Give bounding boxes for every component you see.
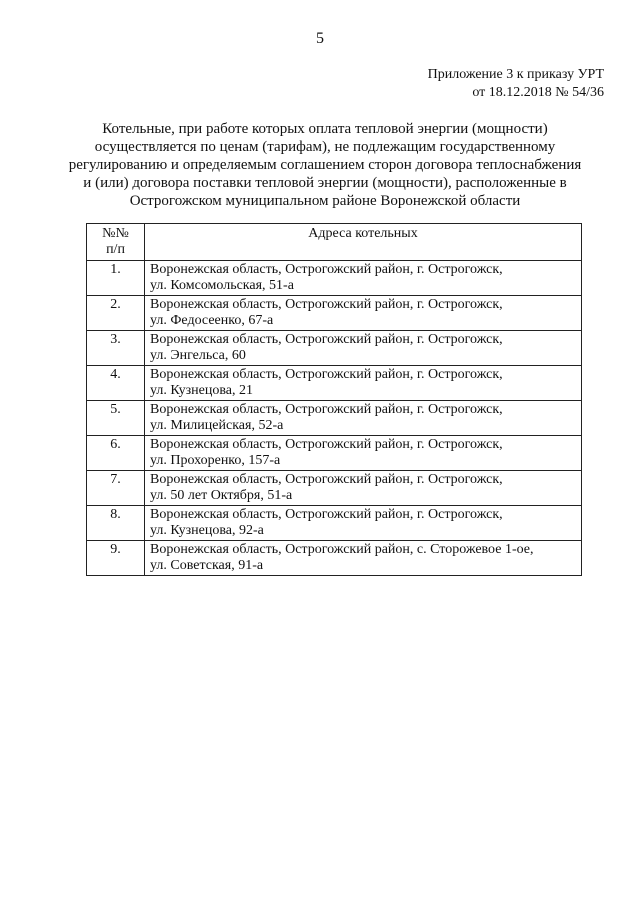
row-number: 3. [87,331,145,366]
address-line-street: ул. Прохоренко, 157-а [150,453,281,468]
row-address [145,261,582,296]
address-line-region: Воронежская область, Острогожский район, г. Острогожск, [150,332,503,347]
row-number: 8. [87,506,145,541]
table-header [87,224,582,261]
table-body [87,261,582,576]
address-line-region: Воронежская область, Острогожский район, с. Сторожевое 1-ое, [150,542,534,557]
row-address [145,471,582,506]
address-line-street: ул. Энгельса, 60 [150,348,246,363]
title-line: осуществляется по ценам (тарифам), не подлежащим государственному [94,139,556,155]
address-line-region: Воронежская область, Острогожский район, г. Острогожск, [150,437,503,452]
table-row [87,401,582,436]
address-line-region: Воронежская область, Острогожский район, г. Острогожск, [150,472,503,487]
address-line-region: Воронежская область, Острогожский район, г. Острогожск, [150,262,503,277]
column-header-number [87,224,145,261]
address-line-street: ул. 50 лет Октября, 51-а [150,488,293,503]
address-line-region: Воронежская область, Острогожский район, г. Острогожск, [150,297,503,312]
row-address [145,366,582,401]
address-line-region: Воронежская область, Острогожский район, г. Острогожск, [150,402,503,417]
title-line: Острогожском муниципальном районе Воронежской области [129,193,521,209]
table-header-row [87,224,582,261]
table-row [87,506,582,541]
table-row [87,471,582,506]
row-address [145,331,582,366]
column-header-number-line2: п/п [106,242,125,257]
address-line-street: ул. Кузнецова, 21 [150,383,254,398]
row-number: 7. [87,471,145,506]
row-address [145,401,582,436]
appendix-reference [428,66,604,102]
address-line-street: ул. Кузнецова, 92-а [150,523,264,538]
address-line-street: ул. Федосеенко, 67-а [150,313,274,328]
page-number: 5 [316,30,324,47]
row-number: 5. [87,401,145,436]
row-address [145,506,582,541]
title-line: и (или) договора поставки тепловой энергии (мощности), расположенные в [83,175,567,191]
address-line-region: Воронежская область, Острогожский район, г. Острогожск, [150,367,503,382]
boiler-address-table [86,223,582,576]
row-number: 4. [87,366,145,401]
appendix-date-number: от 18.12.2018 № 54/36 [472,85,604,100]
row-number: 2. [87,296,145,331]
table-row [87,296,582,331]
address-line-street: ул. Комсомольская, 51-а [150,278,294,293]
address-line-street: ул. Милицейская, 52-а [150,418,284,433]
address-line-region: Воронежская область, Острогожский район, г. Острогожск, [150,507,503,522]
row-number: 6. [87,436,145,471]
table-row [87,541,582,576]
column-header-address: Адреса котельных [145,224,582,261]
appendix-title: Приложение 3 к приказу УРТ [427,67,604,82]
row-address [145,541,582,576]
row-number: 1. [87,261,145,296]
table-row [87,366,582,401]
table-row [87,436,582,471]
title-line: регулированию и определяемым соглашением сторон договора теплоснабжения [68,157,582,173]
column-header-number-line1: №№ [102,226,129,241]
row-address [145,436,582,471]
row-number: 9. [87,541,145,576]
title-line: Котельные, при работе которых оплата тепловой энергии (мощности) [102,121,548,137]
document-title [60,120,590,210]
address-line-street: ул. Советская, 91-а [150,558,264,573]
table-row [87,261,582,296]
row-address [145,296,582,331]
table-row [87,331,582,366]
